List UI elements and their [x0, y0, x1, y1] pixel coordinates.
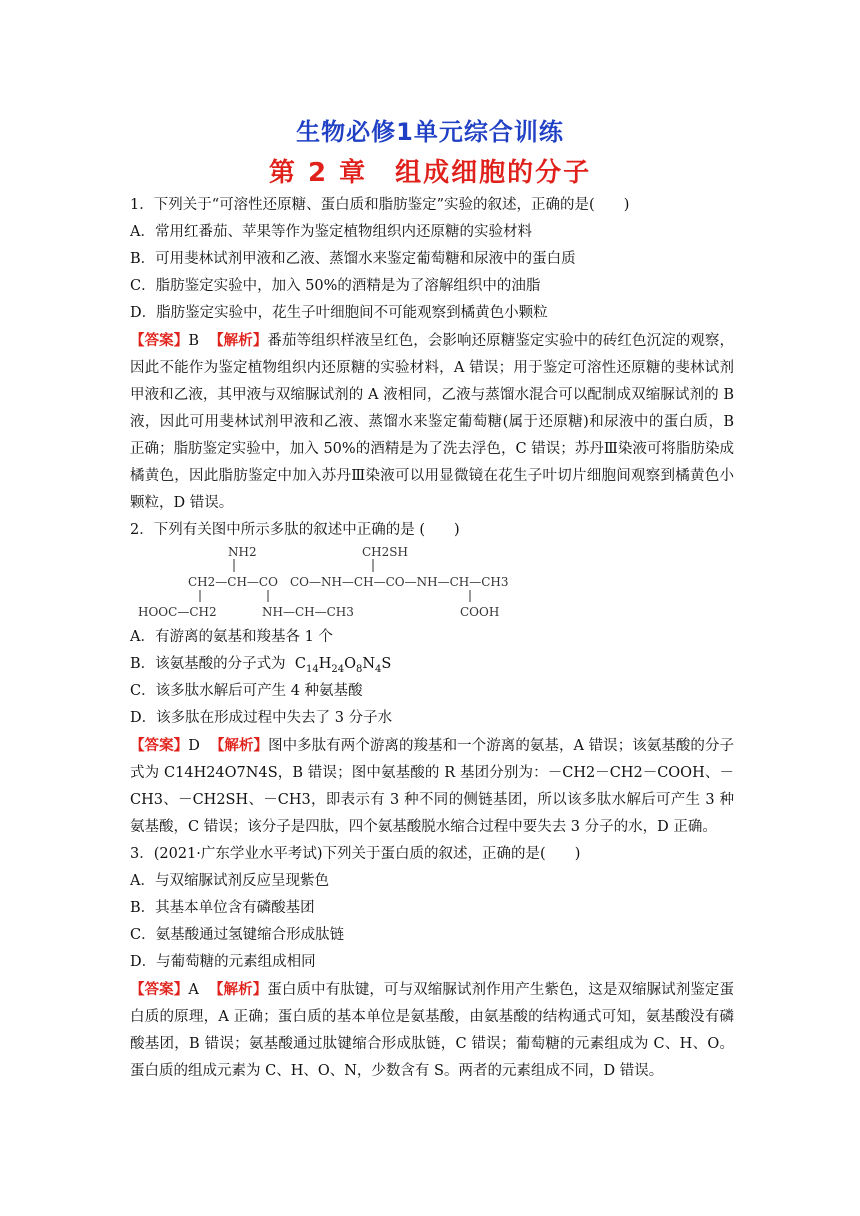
answer-label: 【答案】	[130, 332, 189, 349]
question-3-option-d: D．与葡萄糖的元素组成相同	[130, 954, 316, 970]
analysis-label: 【解析】	[209, 737, 269, 754]
question-2-stem: 2．下列有关图中所示多肽的叙述中正确的是 ( )	[130, 522, 460, 538]
question-2-option-c: C．该多肽水解后可产生 4 种氨基酸	[130, 683, 363, 699]
formula-cooh: COOH	[460, 605, 500, 619]
document-title: 生物必修1单元综合训练	[296, 118, 564, 146]
question-1-option-a: A．常用红番茄、苹果等作为鉴定植物组织内还原糖的实验材料	[130, 224, 532, 240]
question-2	[130, 517, 734, 841]
analysis-text: 蛋白质中有肽键，可与双缩脲试剂作用产生紫色，这是双缩脲试剂鉴定蛋白质的原理，A 正确；蛋白质的基本单位是氨基酸，由氨基酸的结构通式可知，氨基酸没有磷酸基团，B 错误；氨基酸通过肽键缩合形成肽链，C 错误；葡萄糖的元素组成为 C、H、O。蛋白质的组成元素为 C、H、O、N，少数含有 S。两者的元素组成不同，D 错误。	[130, 982, 735, 1079]
question-1-answer	[130, 327, 734, 517]
question-list	[130, 192, 734, 1085]
answer-value: B	[188, 333, 199, 349]
analysis-text: 图中多肽有两个游离的羧基和一个游离的氨基，A 错误；该氨基酸的分子式为 C14H24O7N4S，B 错误；图中氨基酸的 R 基团分别为：－CH2－CH2－COOH、－CH3、－CH2SH、－CH3，即表示有 3 种不同的侧链基团，所以该多肽水解后可产生 3 种氨基酸，C 错误；该分子是四肽，四个氨基酸脱水缩合过程中要失去 3 分子的水，D 正确。	[130, 738, 735, 835]
question-1-option-d: D．脂肪鉴定实验中，花生子叶细胞间不可能观察到橘黄色小颗粒	[130, 305, 548, 321]
formula-bottom-mid: NH—CH—CH3	[262, 605, 354, 619]
question-3-option-a: A．与双缩脲试剂反应呈现紫色	[130, 873, 329, 889]
question-3-answer	[130, 976, 734, 1085]
question-3-stem: 3．(2021·广东学业水平考试)下列关于蛋白质的叙述，正确的是( )	[130, 846, 581, 862]
answer-value: A	[188, 982, 199, 998]
question-3-option-c: C．氨基酸通过氢键缩合形成肽链	[130, 927, 345, 943]
chapter-title: 第 2 章 组成细胞的分子	[268, 158, 592, 188]
question-2-option-a: A．有游离的氨基和羧基各 1 个	[130, 629, 333, 645]
answer-label: 【答案】	[130, 981, 189, 998]
answer-label: 【答案】	[130, 737, 189, 754]
polypeptide-structure-diagram	[130, 544, 734, 624]
analysis-label: 【解析】	[209, 332, 268, 349]
polypeptide-structure-svg	[130, 544, 734, 624]
analysis-text: 番茄等组织样液呈红色，会影响还原糖鉴定实验中的砖红色沉淀的观察，因此不能作为鉴定植物组织内还原糖的实验材料，A 错误；用于鉴定可溶性还原糖的斐林试剂甲液和乙液，其甲液与双缩脲试剂的 A 液相同，乙液与蒸馏水混合可以配制成双缩脲试剂的 B 液，因此可用斐林试剂甲液和乙液、蒸馏水来鉴定葡萄糖(属于还原糖)和尿液中的蛋白质，B 正确；脂肪鉴定实验中，加入 50%的酒精是为了洗去浮色，C 错误；苏丹Ⅲ染液可将脂肪染成橘黄色，因此脂肪鉴定中加入苏丹Ⅲ染液可以用显微镜在花生子叶切片细胞间观察到橘黄色小颗粒，D 错误。	[130, 333, 735, 511]
question-2-option-b: B．该氨基酸的分子式为 $C_{14}H_{24}O_8N_4S$	[130, 656, 392, 675]
question-1	[130, 192, 734, 517]
formula-ch2sh: CH2SH	[362, 545, 408, 559]
formula-nh2: NH2	[228, 545, 257, 559]
question-3	[130, 841, 734, 1085]
question-2-option-d: D．该多肽在形成过程中失去了 3 分子水	[130, 710, 393, 726]
question-3-option-b: B．其基本单位含有磷酸基团	[130, 900, 315, 916]
formula-bottom-left: HOOC—CH2	[138, 605, 217, 619]
answer-value: D	[188, 738, 200, 754]
question-1-stem: 1．下列关于“可溶性还原糖、蛋白质和脂肪鉴定”实验的叙述，正确的是( )	[130, 197, 630, 213]
question-2-answer	[130, 732, 734, 841]
analysis-label: 【解析】	[208, 981, 268, 998]
question-1-option-c: C．脂肪鉴定实验中，加入 50%的酒精是为了溶解组织中的油脂	[130, 278, 541, 294]
formula-main-chain: CH2—CH—CO CO—NH—CH—CO—NH—CH—CH3	[188, 575, 509, 589]
question-1-option-b: B．可用斐林试剂甲液和乙液、蒸馏水来鉴定葡萄糖和尿液中的蛋白质	[130, 251, 576, 267]
